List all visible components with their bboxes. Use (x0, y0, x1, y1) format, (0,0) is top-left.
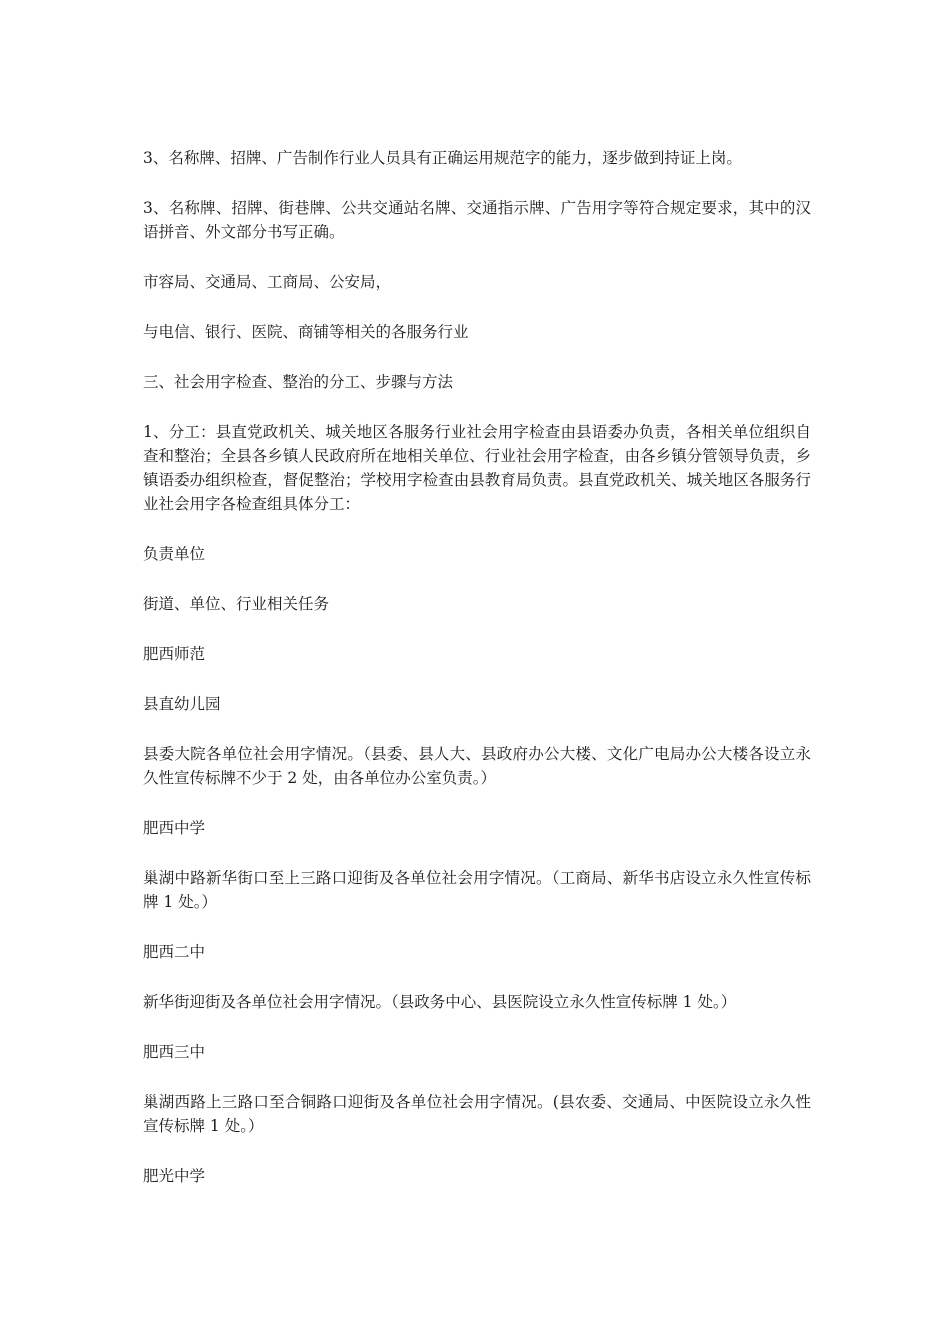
paragraph-responsible-bureaus: 市容局、交通局、工商局、公安局， (143, 273, 392, 291)
paragraph-signage-staff-skills: 3、名称牌、招牌、广告制作行业人员具有正确运用规范字的能力，逐步做到持证上岗。 (143, 149, 742, 167)
paragraph-division-of-work: 1、分工：县直党政机关、城关地区各服务行业社会用字检查由县语委办负责，各相关单位组织自查和整治；全县各乡镇人民政府所在地相关单位、行业社会用字检查，由各乡镇分管领导负责，乡镇语委办组织检查，督促整治；学校用字检查由县教育局负责。县直党政机关、城关地区各服务行业社会用字各检查组具体分工： (143, 423, 811, 513)
task-xinhua-street: 新华街迎街及各单位社会用字情况。（县政务中心、县医院设立永久性宣传标牌 1 处。） (143, 993, 737, 1011)
task-chaohu-middle-road: 巢湖中路新华街口至上三路口迎街及各单位社会用字情况。（工商局、新华书店设立永久性宣传标牌 1 处。） (143, 869, 811, 911)
paragraph-service-industries: 与电信、银行、医院、商铺等相关的各服务行业 (143, 323, 469, 341)
unit-feixi-no2-middle-school: 肥西二中 (143, 943, 206, 961)
label-responsible-unit: 负责单位 (143, 545, 206, 563)
task-county-committee-compound: 县委大院各单位社会用字情况。（县委、县人大、县政府办公大楼、文化广电局办公大楼各设立永久性宣传标牌不少于 2 处，由各单位办公室负责。） (143, 745, 811, 787)
document-body (143, 146, 811, 1214)
unit-feixi-middle-school: 肥西中学 (143, 819, 206, 837)
unit-feixi-normal-school: 肥西师范 (143, 645, 206, 663)
unit-feixi-no3-middle-school: 肥西三中 (143, 1043, 206, 1061)
paragraph-signage-standards: 3、名称牌、招牌、街巷牌、公共交通站名牌、交通指示牌、广告用字等符合规定要求，其中的汉语拼音、外文部分书写正确。 (143, 199, 811, 241)
unit-county-kindergarten: 县直幼儿园 (143, 695, 221, 713)
unit-feiguang-middle-school: 肥光中学 (143, 1167, 206, 1185)
label-related-tasks: 街道、单位、行业相关任务 (143, 595, 330, 613)
task-chaohu-west-road: 巢湖西路上三路口至合铜路口迎街及各单位社会用字情况。(县农委、交通局、中医院设立永久性宣传标牌 1 处。） (143, 1093, 811, 1135)
section-heading-three: 三、社会用字检查、整治的分工、步骤与方法 (143, 373, 454, 391)
